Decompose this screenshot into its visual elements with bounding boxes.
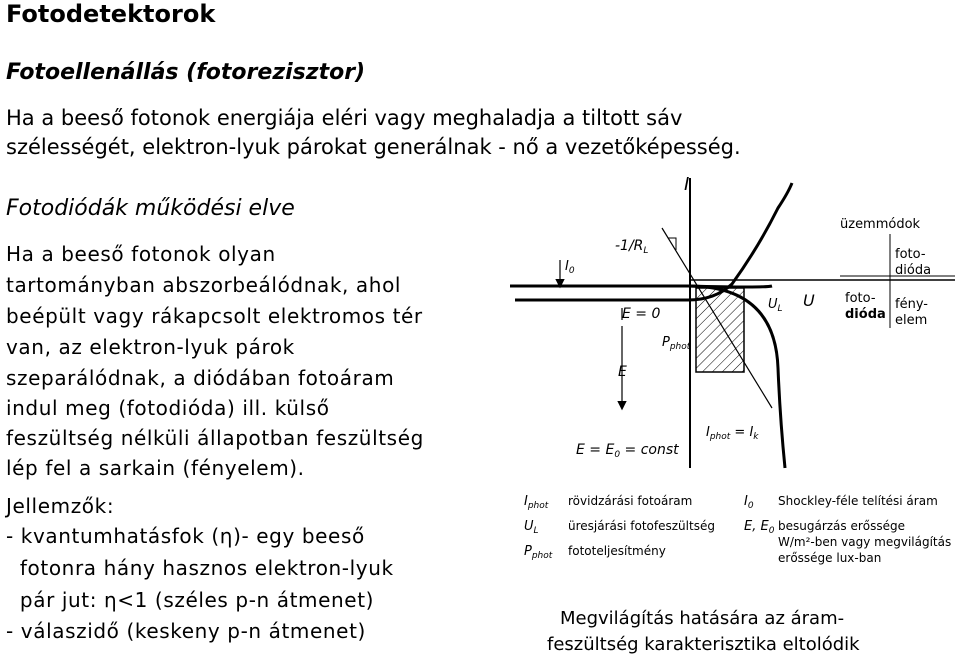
caption-line-2: feszültség karakterisztika eltolódik	[547, 634, 860, 655]
e-label: E	[618, 364, 627, 380]
modes-title: üzemmódok	[840, 217, 921, 232]
section2-line-5: szeparálódnak, a diódában fotoáram	[6, 366, 395, 390]
mode-fenyelem-1: fény-	[895, 297, 928, 312]
section2-line-7: feszültség nélküli állapotban feszültség	[6, 426, 424, 450]
legend-text-3: fototeljesítmény	[568, 544, 666, 558]
legend-sym-1: $I_{phot}$	[524, 494, 549, 511]
ul-label: $U_L$	[768, 297, 783, 314]
jellemzok-label: Jellemzők:	[6, 494, 115, 518]
section2-line-6: indul meg (fotodióda) ill. külső	[6, 396, 330, 420]
mode-fotodioda2-2: dióda	[845, 307, 886, 322]
slope-label: $-1/R_L$	[615, 238, 649, 256]
legend-sym-5: E, $E_0$	[744, 519, 775, 536]
bullet-4: - válaszidő (keskeny p-n átmenet)	[6, 619, 366, 643]
e-const-label: $E = E_0$ = const	[576, 442, 679, 460]
bullet-2: fotonra hány hasznos elektron-lyuk	[6, 556, 394, 580]
e-zero-label: E = 0	[622, 306, 661, 322]
section2-line-3: beépült vagy rákapcsolt elektromos tér	[6, 304, 423, 328]
i0-label: $I_0$	[565, 259, 575, 276]
legend-sym-3: $P_{phot}$	[524, 544, 553, 561]
legend-text-6: W/m²-ben vagy megvilágítás	[778, 535, 952, 549]
iphot-eq-label: $I_{phot} = I_k$	[706, 425, 759, 442]
legend-text-1: rövidzárási fotoáram	[568, 494, 693, 508]
u-axis-label: U	[803, 291, 815, 310]
section2-line-1: Ha a beeső fotonok olyan	[6, 242, 276, 266]
section1-line-1: Ha a beeső fotonok energiája eléri vagy meghaladja a tiltott sáv	[6, 106, 683, 130]
pphot-label: $P_{phot}$	[662, 335, 691, 352]
bullet-3: pár jut: η<1 (széles p-n átmenet)	[6, 588, 375, 612]
bullet-1: - kvantumhatásfok (η)- egy beeső	[6, 524, 365, 548]
section-heading-fotodiodak: Fotodiódák működési elve	[6, 196, 295, 221]
legend-text-4: Shockley-féle telítési áram	[778, 494, 938, 508]
iu-characteristic-diagram	[510, 168, 960, 598]
i-axis-label: I	[684, 174, 690, 195]
mode-fotodioda-1: foto-	[895, 247, 926, 262]
power-rectangle	[696, 288, 744, 372]
section2-line-8: lép fel a sarkain (fényelem).	[6, 456, 305, 480]
section2-line-2: tartományban abszorbeálódnak, ahol	[6, 273, 402, 297]
legend-text-2: üresjárási fotofeszültség	[568, 519, 715, 533]
legend-sym-2: $U_L$	[524, 519, 539, 536]
legend-text-7: erőssége lux-ban	[778, 551, 882, 565]
section2-line-4: van, az elektron-lyuk párok	[6, 335, 295, 359]
mode-fotodioda2-1: foto-	[845, 291, 876, 306]
section-heading-fotoellenallas: Fotoellenállás (fotorezisztor)	[6, 60, 366, 85]
curve-e-zero	[515, 183, 792, 300]
section1-line-2: szélességét, elektron-lyuk párokat generálnak - nő a vezetőképesség.	[6, 135, 741, 159]
mode-fotodioda-2: dióda	[895, 263, 932, 278]
page-title: Fotodetektorok	[6, 0, 216, 28]
mode-fenyelem-2: elem	[895, 313, 928, 328]
legend	[524, 494, 951, 565]
legend-sym-4: $I_0$	[744, 494, 754, 511]
legend-text-5: besugárzás erőssége	[778, 519, 906, 533]
caption-line-1: Megvilágítás hatására az áram-	[560, 608, 845, 629]
